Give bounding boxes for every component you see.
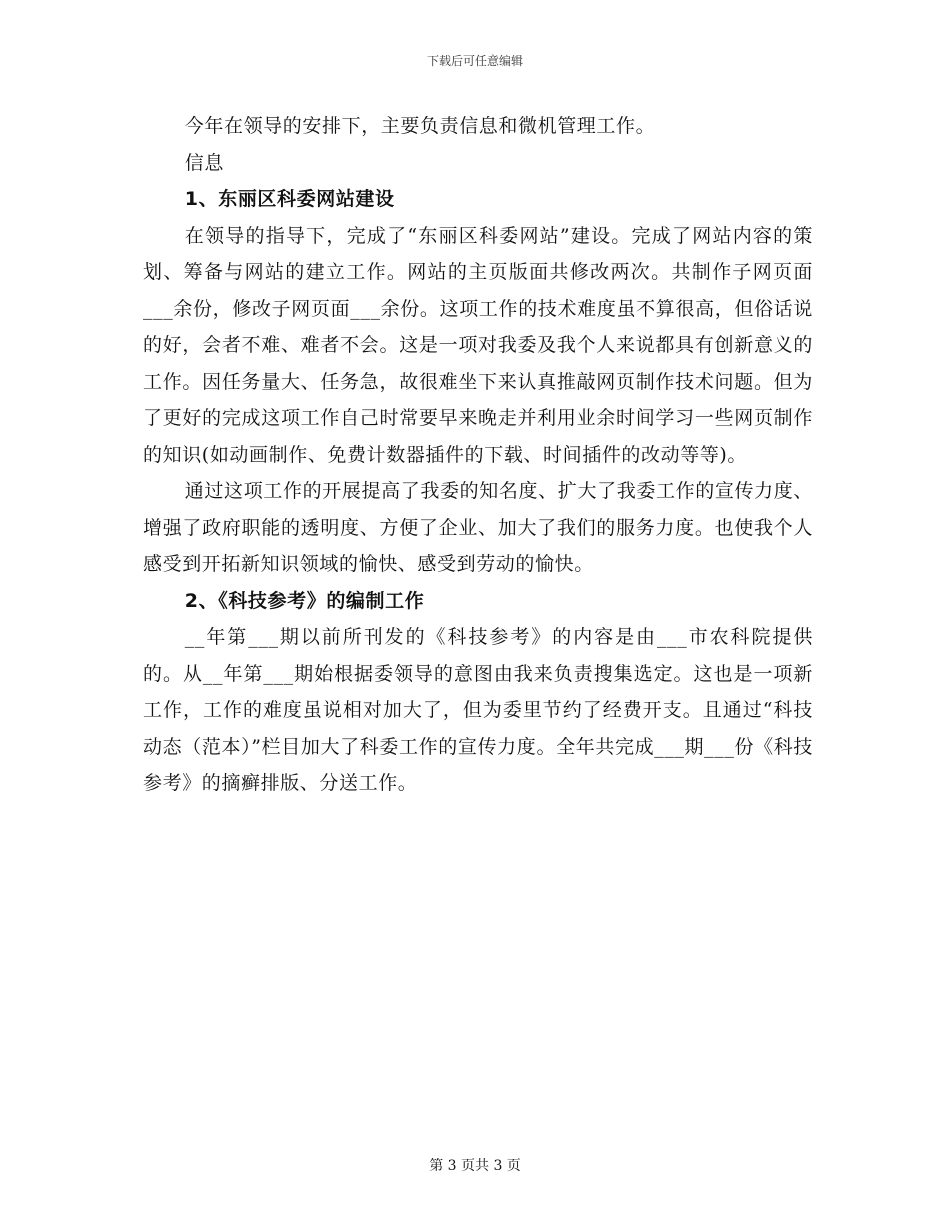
page-header-note: 下载后可任意编辑 [426,54,523,68]
page-number: 第 3 页共 3 页 [429,1158,521,1174]
section-heading-website: 1、东丽区科委网站建设 [184,188,395,210]
website-result-paragraph: 通过这项工作的开展提高了我委的知名度、扩大了我委工作的宣传力度、增强了政府职能的透明度、方便了企业、加大了我们的服务力度。也使我个人感受到开拓新知识领域的愉快、感受到劳动的愉快。 [143,480,813,575]
document-body [143,108,813,802]
intro-paragraph: 今年在领导的安排下，主要负责信息和微机管理工作。 [184,115,656,137]
section-label-info: 信息 [184,151,224,174]
website-paragraph: 在领导的指导下，完成了“东丽区科委网站”建设。完成了网站内容的策划、筹备与网站的建立工作。网站的主页版面共修改两次。共制作子网页面___余份，修改子网页面___余份。这项工作的技术难度虽不算很高，但俗话说的好，会者不难、难者不会。这是一项对我委及我个人来说都具有创新意义的工作。因任务量大、任务急，故很难坐下来认真推敲网页制作技术问题。但为了更好的完成这项工作自己时常要早来晚走并利用业余时间学习一些网页制作的知识(如动画制作、免费计数器插件的下载、时间插件的改动等等)。 [143,224,813,466]
section-heading-reference: 2、《科技参考》的编制工作 [184,589,425,612]
reference-paragraph: __年第___期以前所刊发的《科技参考》的内容是由___市农科院提供的。从__年第___期始根据委领导的意图由我来负责搜集选定。这也是一项新工作，工作的难度虽说相对加大了，但为委里节约了经费开支。且通过“科技动态（范本）”栏目加大了科委工作的宣传力度。全年共完成___期___份《科技参考》的摘癣排版、分送工作。 [143,626,813,794]
